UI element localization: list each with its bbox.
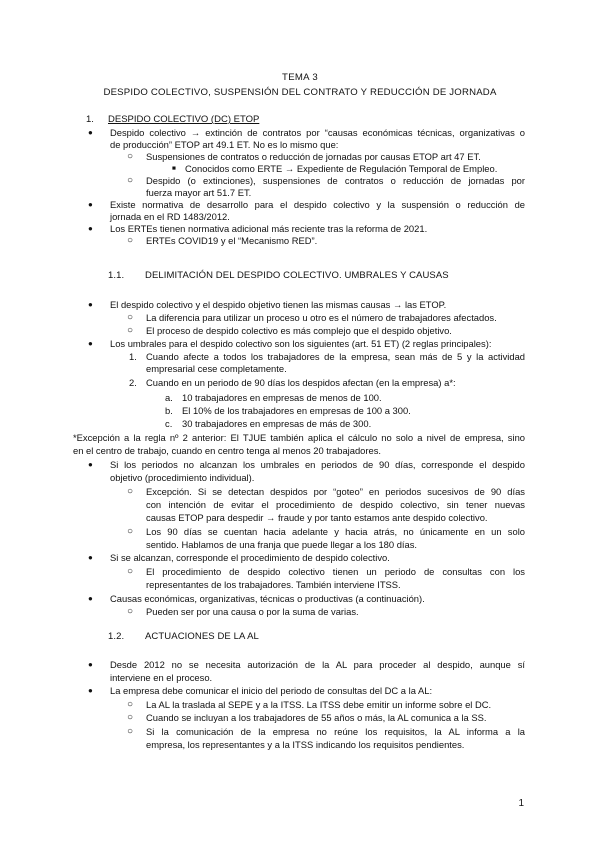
text-line: con intención de evitar el procedimiento de despido colectivo, sin tener nuevas [146,499,525,510]
text-line: Cuando en un periodo de 90 días los despidos afectan (en la empresa) a*: [146,377,456,388]
text-line: Cuando afecte a todos los trabajadores de la empresa, sean más de 5 y la actividad [146,351,525,362]
text-line: Excepción. Si se detectan despidos por “goteo” en periodos sucesivos de 90 días [146,486,525,497]
bullet-circle-icon: ○ [127,699,134,710]
text-line: empresarial cese completamente. [146,363,287,374]
text-line: Suspensiones de contratos o reducción de jornadas por causas ETOP art 47 ET. [146,151,481,162]
section-title: DESPIDO COLECTIVO (DC) ETOP [108,114,260,125]
text-line: en el centro de trabajo, cuando en centro tenga al menos 20 trabajadores. [73,445,382,456]
bullet-icon: ● [88,553,93,562]
text-line: jornada en el RD 1483/2012. [110,211,230,222]
text-line: Existe normativa de desarrollo para el despido colectivo y la suspensión o reducción de [110,199,525,210]
bullet-circle-icon: ○ [127,526,134,537]
bullet-icon: ● [88,200,93,209]
bullet-icon: ● [88,460,93,469]
text-line: Si se alcanzan, corresponde el procedimiento de despido colectivo. [110,552,390,563]
text-line: Si los periodos no alcanzan los umbrales en periodos de 90 días, corresponde el despido [110,459,525,470]
text-line: El 10% de los trabajadores en empresas de 100 a 300. [182,405,411,416]
bullet-icon: ● [88,300,93,309]
bullet-circle-icon: ○ [127,712,134,723]
bullet-circle-icon: ○ [127,606,134,617]
text-line: La diferencia para utilizar un proceso u otro es el número de trabajadores afectados. [146,312,497,323]
text-line: empresa, los representantes y a la ITSS indicando los requisitos pendientes. [146,739,465,750]
text-line: Los umbrales para el despido colectivo son los siguientes (art. 51 ET) (2 reglas principales): [110,338,492,349]
subsection-heading-1-1 [108,270,449,281]
page-number: 1 [518,798,524,809]
bullet-circle-icon: ○ [127,151,134,162]
text-line: causas ETOP para despedir → fraude y por tanto estamos ante despido colectivo. [146,512,488,523]
text-line: Desde 2012 no se necesita autorización de la AL para proceder al despido, aunque sí [110,659,525,670]
bullet-circle-icon: ○ [127,325,134,336]
bullet-circle-icon: ○ [127,566,134,577]
text-line: El proceso de despido colectivo es más complejo que el despido objetivo. [146,325,452,336]
list-letter: a. [165,392,173,403]
text-line: Despido (o extinciones), suspensiones de contratos o reducción de jornadas por [146,175,525,186]
text-line: Los ERTEs tienen normativa adicional más reciente tras la reforma de 2021. [110,223,428,234]
list-number: 1. [129,351,137,362]
subsection-title: DELIMITACIÓN DEL DESPIDO COLECTIVO. UMBRALES Y CAUSAS [145,270,449,281]
text-line: de producción” ETOP art 49.1 ET. No es lo mismo que: [110,139,339,150]
list-letter: c. [165,418,173,429]
text-line: 10 trabajadores en empresas de menos de 100. [182,392,382,403]
text-line: fuerza mayor art 51.7 ET. [146,187,252,198]
text-line: *Excepción a la regla nº 2 anterior: El TJUE también aplica el cálculo no solo a nivel de empresa, sino [73,432,525,443]
bullet-circle-icon: ○ [127,726,134,737]
text-line: ERTEs COVID19 y el “Mecanismo RED”. [146,235,318,246]
bullet-icon: ● [88,339,93,348]
bullet-circle-icon: ○ [127,175,134,186]
section-heading-1 [86,114,259,125]
bullet-icon: ● [88,128,93,137]
bullet-circle-icon: ○ [127,486,134,497]
text-line: representantes de los trabajadores. También interviene ITSS. [146,579,401,590]
text-line: 30 trabajadores en empresas de más de 300. [182,418,372,429]
text-line: La AL la traslada al SEPE y a la ITSS. La ITSS debe emitir un informe sobre el DC. [146,699,492,710]
text-line: El procedimiento de despido colectivo tienen un periodo de consultas con los [146,566,525,577]
bullet-circle-icon: ○ [127,235,134,246]
tema-label: TEMA 3 [282,72,318,83]
subsection-number: 1.2. [108,631,125,642]
list-letter: b. [165,405,173,416]
text-line: Despido colectivo → extinción de contratos por “causas económicas técnicas, organizativas o [110,127,525,138]
text-line: Pueden ser por una causa o por la suma de varias. [146,606,359,617]
bullet-square-icon: ■ [172,165,176,172]
bullet-circle-icon: ○ [127,312,134,323]
list-number: 2. [129,377,137,388]
text-line: interviene en el proceso. [110,672,213,683]
bullet-icon: ● [88,224,93,233]
document-title: DESPIDO COLECTIVO, SUSPENSIÓN DEL CONTRATO Y REDUCCIÓN DE JORNADA [103,87,497,98]
bullet-icon: ● [88,660,93,669]
subsection-number: 1.1. [108,270,125,281]
text-line: Causas económicas, organizativas, técnicas o productivas (a continuación). [110,593,425,604]
text-line: Si la comunicación de la empresa no reúne los requisitos, la AL informa a la [146,726,525,737]
section-number: 1. [86,114,94,125]
text-line: Conocidos como ERTE → Expediente de Regulación Temporal de Empleo. [185,163,498,174]
text-line: Los 90 días se cuentan hacia adelante y hacia atrás, no únicamente en un solo [146,526,525,537]
text-line: El despido colectivo y el despido objetivo tienen las mismas causas → las ETOP. [110,299,447,310]
subsection-title: ACTUACIONES DE LA AL [145,631,259,642]
text-line: La empresa debe comunicar el inicio del periodo de consultas del DC a la AL: [110,685,433,696]
bullet-icon: ● [88,594,93,603]
text-line: objetivo (procedimiento individual). [110,472,255,483]
subsection-heading-1-2 [108,631,259,642]
text-line: Cuando se incluyan a los trabajadores de 55 años o más, la AL comunica a la SS. [146,712,487,723]
bullet-icon: ● [88,686,93,695]
text-line: sentido. Hablamos de una franja que puede llegar a los 180 días. [146,539,418,550]
